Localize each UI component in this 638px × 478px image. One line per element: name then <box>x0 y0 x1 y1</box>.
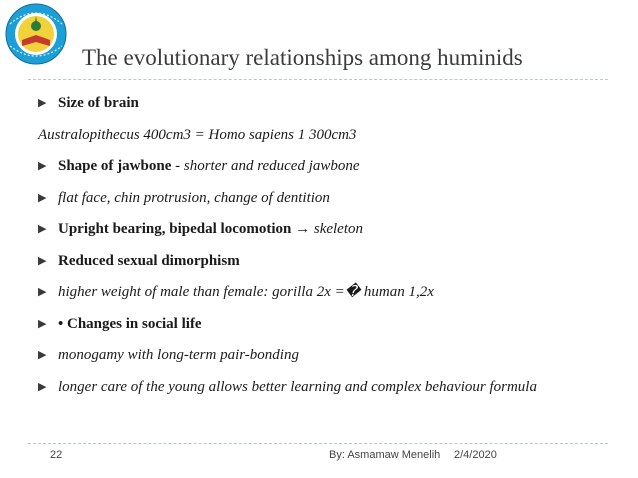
list-item <box>0 376 638 398</box>
list-item <box>0 218 638 240</box>
bullet-arrow-icon: ▶ <box>38 192 47 204</box>
bullet-arrow-icon: ▶ <box>38 318 47 330</box>
footer-author: By: Asmamaw Menelih <box>329 449 441 461</box>
footer-date: 2/4/2020 <box>454 449 497 461</box>
list-item-segment: → <box>291 221 314 237</box>
list-item-segment: - <box>171 158 184 174</box>
title-divider <box>28 79 608 80</box>
list-item <box>0 124 638 146</box>
list-item <box>0 187 638 209</box>
university-logo-icon <box>2 2 70 66</box>
list-item-text <box>58 250 240 272</box>
list-item-segment: skeleton <box>313 221 364 237</box>
bullet-arrow-icon: ▶ <box>38 255 47 267</box>
list-item-text <box>58 313 202 335</box>
list-item-text <box>38 124 356 146</box>
list-item-text <box>58 218 363 240</box>
list-item <box>0 344 638 366</box>
list-item-segment: flat face, chin protrusion, change of dentition <box>58 190 330 206</box>
bullet-arrow-icon: ▶ <box>38 223 47 235</box>
list-item-segment: Upright bearing, bipedal locomotion <box>58 221 292 237</box>
list-item-text <box>58 92 139 114</box>
list-item-text <box>58 344 299 366</box>
list-item-text <box>58 187 330 209</box>
list-item <box>0 92 638 114</box>
list-item <box>0 313 638 335</box>
list-item-text <box>58 376 537 398</box>
bullet-arrow-icon: ▶ <box>38 97 47 109</box>
bullet-arrow-icon: ▶ <box>38 381 47 393</box>
list-item-segment: Shape of jawbone <box>58 158 172 174</box>
list-item-segment: Reduced sexual dimorphism <box>58 253 240 269</box>
bullet-arrow-icon: ▶ <box>38 349 47 361</box>
list-item-segment: longer care of the young allows better learning and complex behaviour formula <box>58 379 537 395</box>
bullet-arrow-icon: ▶ <box>38 160 47 172</box>
list-item-segment: Size of brain <box>58 95 139 111</box>
footer-divider <box>28 443 608 444</box>
slide-title: The evolutionary relationships among huminids <box>82 45 523 70</box>
list-item-segment: shorter and reduced jawbone <box>183 158 360 174</box>
page-number: 22 <box>50 449 63 461</box>
list-item <box>0 155 638 177</box>
list-item-segment: higher weight of male than female: gorilla 2x =� human 1,2x <box>58 284 434 300</box>
list-item <box>0 281 638 303</box>
list-item-segment: • Changes in social life <box>58 316 202 332</box>
list-item-segment: monogamy with long-term pair-bonding <box>58 347 299 363</box>
list-item-text <box>58 281 434 303</box>
bullet-arrow-icon: ▶ <box>38 286 47 298</box>
list-item-text <box>58 155 360 177</box>
list-item-segment: Australopithecus 400cm3 = Homo sapiens 1 300cm3 <box>38 127 357 143</box>
list-item <box>0 250 638 272</box>
